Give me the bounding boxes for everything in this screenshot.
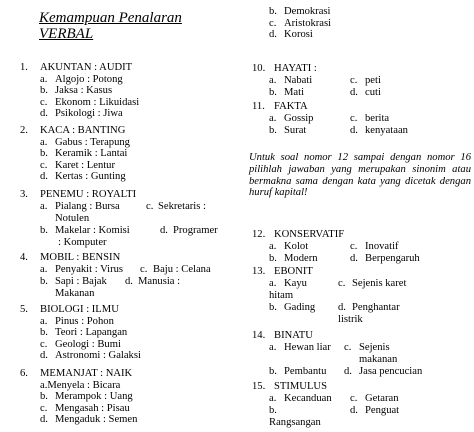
option-a: Kayu [284,277,307,289]
option-b: Modern [284,252,318,264]
option-a: Penyakit : Virus [55,263,124,275]
option-a: Kecanduan [284,392,332,404]
instruction-note: Untuk soal nomor 12 sampai dengan nomor 16 pilihlah jawaban yang merupakan sinonim atau bermakna sama dengan kata yang dicetak dengan huruf kapital! [249,152,471,199]
option-c: Ekonom : Likuidasi [55,96,140,108]
option-d: Psikologi : Jiwa [55,108,123,120]
option-d-cont: : Komputer [58,236,107,248]
option-c: Aristokrasi [284,17,332,29]
option-b: Pembantu [284,365,327,377]
option-a: a.Menyela : Bicara [40,379,121,391]
option-d: Kertas : Gunting [55,171,126,183]
question-stem: KONSERVATIF [274,229,345,240]
option-b: Rangsangan [269,416,321,428]
option-d: Penghantar [352,301,400,313]
option-c: Sekretaris : [158,200,206,212]
question-4: 4. MOBIL : BENSIN a. Penyakit : Virus c. Baju : Celana b. Sapi : Bajak d. Manusia : Makanan [20,252,211,299]
question-stem: EBONIT [274,266,313,277]
option-c: Sejenis [359,341,390,353]
option-a: Gabus : Terapung [55,136,130,148]
option-c: Geologi : Bumi [55,338,121,350]
option-d: Korosi [284,29,313,41]
option-c-cont: Notulen [55,212,90,224]
option-d-cont: listrik [338,313,363,325]
option-a-cont: hitam [269,289,294,301]
question-10: 10. HAYATI : a. Nabati c. peti b. Mati d. cuti [252,63,381,98]
option-b: Surat [284,124,307,136]
question-13: 13. EBONIT a. Kayu c. Sejenis karet hitam b. Gading d. Penghantar listrik [252,266,407,325]
option-d: Manusia : [138,275,181,287]
option-a: Nabati [284,74,313,86]
option-d: Programer [173,224,218,236]
option-c: Inovatif [365,240,399,252]
option-a: Pialang : Bursa [55,200,120,212]
option-d: Jasa pencucian [359,365,423,377]
question-1: 1. AKUNTAN : AUDIT a. Algojo : Potong b. Jaksa : Kasus c. Ekonom : Likuidasi d. Psikologi : Jiwa [20,62,140,120]
option-b: Merampok : Uang [55,391,133,403]
question-stem: BIOLOGI : ILMU [40,304,119,315]
option-c: Getaran [365,392,399,404]
question-stem: KACA : BANTING [40,125,126,136]
option-d: kenyataan [365,124,408,136]
option-d: Astronomi : Galaksi [55,350,141,362]
option-d: Mengaduk : Semen [55,414,138,426]
question-15: 15. STIMULUS a. Kecanduan c. Getaran b. d. Penguat Rangsangan [252,381,400,428]
option-b: Teori : Lapangan [55,327,128,339]
option-d: Penguat [365,404,400,416]
option-c: berita [365,112,390,124]
option-c: Sejenis karet [352,277,407,289]
option-b: Jaksa : Kasus [55,85,113,97]
option-d-cont: Makanan [55,287,95,299]
option-b: Keramik : Lantai [55,148,128,160]
option-a: Pinus : Pohon [55,315,114,327]
option-c: Mengasah : Pisau [55,402,130,414]
option-c: peti [365,74,381,86]
option-a: Hewan liar [284,341,331,353]
option-b: Sapi : Bajak [55,275,107,287]
option-c: Baju : Celana [153,263,211,275]
question-stem: MEMANJAT : NAIK [40,368,133,379]
option-c-cont: makanan [359,353,398,365]
question-stem: AKUNTAN : AUDIT [40,62,133,73]
option-a: Kolot [284,240,309,252]
question-2: 2. KACA : BANTING a. Gabus : Terapung b. Keramik : Lantai c. Karet : Lentur d. Kertas : Gunting [20,125,130,183]
option-a: Gossip [284,112,314,124]
question-14: 14. BINATU a. Hewan liar c. Sejenis makanan b. Pembantu d. Jasa pencucian [252,330,423,377]
question-9-cont: b. Demokrasi c. Aristokrasi d. Korosi [269,6,332,41]
option-d: Berpengaruh [365,252,420,264]
question-stem: STIMULUS [274,381,327,392]
option-c: Karet : Lentur [55,159,116,171]
question-6: 6. MEMANJAT : NAIK a.Menyela : Bicara b. Merampok : Uang c. Mengasah : Pisau d. Mengaduk : Semen [20,368,235,426]
option-b: Gading [284,301,316,313]
question-5: 5. BIOLOGI : ILMU a. Pinus : Pohon b. Teori : Lapangan c. Geologi : Bumi d. Astronomi : Galaksi [20,304,141,362]
question-stem: MOBIL : BENSIN [40,252,121,263]
option-b: Demokrasi [284,6,331,17]
question-stem: PENEMU : ROYALTI [40,189,137,200]
question-stem: HAYATI : [274,63,317,74]
question-11: 11. FAKTA a. Gossip c. berita b. Surat d. kenyataan [252,101,408,136]
option-d: cuti [365,86,381,98]
option-b: Makelar : Komisi [55,224,130,236]
option-a: Algojo : Potong [55,73,123,85]
question-12: 12. KONSERVATIF a. Kolot c. Inovatif b. Modern d. Berpengaruh [252,229,420,264]
page-title: Kemampuan Penalaran VERBAL [39,10,182,42]
question-stem: FAKTA [274,101,308,112]
question-stem: BINATU [274,330,313,341]
option-b: Mati [284,86,305,98]
question-3: 3. PENEMU : ROYALTI a. Pialang : Bursa c. Sekretaris : Notulen b. Makelar : Komisi d. Programer : Komputer [20,189,218,248]
